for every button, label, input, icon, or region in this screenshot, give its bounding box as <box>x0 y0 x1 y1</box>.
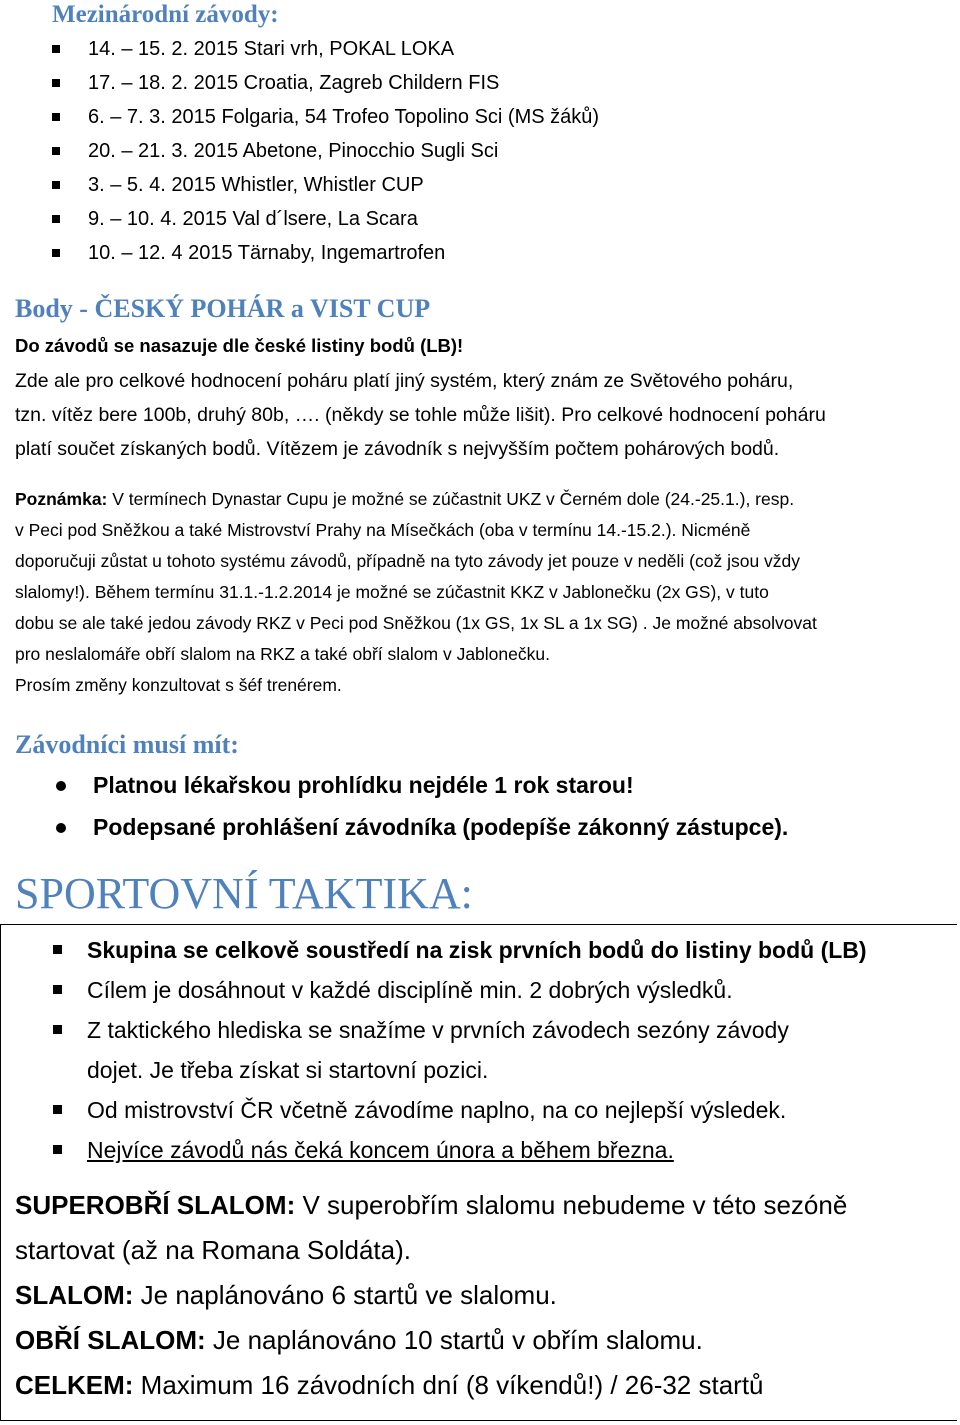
list-item: Cílem je dosáhnout v každé disciplíně min. 2 dobrých výsledků. <box>50 970 867 1010</box>
tactics-list <box>50 930 867 1170</box>
summary-line-slalom <box>15 1273 950 1318</box>
paragraph-line <box>15 484 950 515</box>
slalom-label: SLALOM: <box>15 1280 134 1310</box>
paragraph-line: doporučuji zůstat u tohoto systému závodů, případně na tyto závody jet pouze v neděli (což jsou vždy <box>15 551 801 571</box>
paragraph-line: slalomy!). Během termínu 31.1.-1.2.2014 je možné se zúčastnit KKZ v Jablonečku (2x GS), v tuto <box>15 582 769 602</box>
discipline-summary <box>15 1183 950 1408</box>
list-item: 14. – 15. 2. 2015 Stari vrh, POKAL LOKA <box>52 32 599 66</box>
summary-line-total <box>15 1363 950 1408</box>
requirements-heading: Závodníci musí mít: <box>15 730 239 759</box>
list-item: 9. – 10. 4. 2015 Val d´lsere, La Scara <box>52 202 599 236</box>
summary-line-superg <box>15 1183 950 1228</box>
list-item: Od mistrovství ČR včetně závodíme naplno, na co nejlepší výsledek. <box>50 1090 867 1130</box>
note-label: Poznámka: <box>15 489 108 509</box>
gs-text: Je naplánováno 10 startů v obřím slalomu. <box>205 1325 703 1355</box>
points-heading: Body - ČESKÝ POHÁR a VIST CUP <box>15 294 431 323</box>
requirements-list <box>56 766 788 850</box>
list-item <box>50 1130 867 1170</box>
total-label: CELKEM: <box>15 1370 134 1400</box>
superg-text: V superobřím slalomu nebudeme v této sezóně <box>295 1190 848 1220</box>
list-item: Podepsané prohlášení závodníka (podepíše zákonný zástupce). <box>56 808 788 850</box>
total-text: Maximum 16 závodních dní (8 víkendů!) / 26-32 startů <box>133 1370 764 1400</box>
points-paragraph <box>15 364 950 466</box>
note-paragraph <box>15 484 950 701</box>
superg-label: SUPEROBŘÍ SLALOM: <box>15 1190 296 1220</box>
underlined-text: Nejvíce závodů nás čeká koncem února a během března. <box>87 1137 674 1163</box>
list-item: 10. – 12. 4 2015 Tärnaby, Ingemartrofen <box>52 236 599 270</box>
tactics-heading: SPORTOVNÍ TAKTIKA: <box>15 869 473 918</box>
list-item: 6. – 7. 3. 2015 Folgaria, 54 Trofeo Topolino Sci (MS žáků) <box>52 100 599 134</box>
list-item: Platnou lékařskou prohlídku nejdéle 1 rok starou! <box>56 766 788 808</box>
paragraph-line: v Peci pod Sněžkou a také Mistrovství Prahy na Mísečkách (oba v termínu 14.-15.2.). Nicméně <box>15 520 751 540</box>
paragraph-line: Prosím změny konzultovat s šéf trenérem. <box>15 675 342 695</box>
paragraph-line: dobu se ale také jedou závody RKZ v Peci pod Sněžkou (1x GS, 1x SL a 1x SG) . Je možné absolvovat <box>15 613 817 633</box>
list-item: 17. – 18. 2. 2015 Croatia, Zagreb Childern FIS <box>52 66 599 100</box>
list-item: Z taktického hlediska se snažíme v prvních závodech sezóny závody <box>50 1010 867 1050</box>
list-item: 3. – 5. 4. 2015 Whistler, Whistler CUP <box>52 168 599 202</box>
gs-label: OBŘÍ SLALOM: <box>15 1325 206 1355</box>
list-item-continuation: dojet. Je třeba získat si startovní pozici. <box>87 1057 489 1083</box>
note-text: V termínech Dynastar Cupu je možné se zúčastnit UKZ v Černém dole (24.-25.1.), resp. <box>112 489 795 509</box>
international-race-list <box>52 32 599 270</box>
summary-line-superg-cont: startovat (až na Romana Soldáta). <box>15 1235 411 1265</box>
points-bold-note: Do závodů se nasazuje dle české listiny bodů (LB)! <box>15 335 464 356</box>
paragraph-line: platí součet získaných bodů. Vítězem je závodník s nejvyšším počtem pohárových bodů. <box>15 438 780 460</box>
paragraph-line: tzn. vítěz bere 100b, druhý 80b, …. (někdy se tohle může lišit). Pro celkové hodnocení poháru <box>15 404 826 426</box>
slalom-text: Je naplánováno 6 startů ve slalomu. <box>133 1280 557 1310</box>
paragraph-line: Zde ale pro celkové hodnocení poháru platí jiný systém, který znám ze Světového poháru, <box>15 370 794 392</box>
paragraph-line: pro neslalomáře obří slalom na RKZ a také obří slalom v Jablonečku. <box>15 644 550 664</box>
summary-line-gs <box>15 1318 950 1363</box>
list-item: Skupina se celkově soustředí na zisk prvních bodů do listiny bodů (LB) <box>50 930 867 970</box>
list-item: 20. – 21. 3. 2015 Abetone, Pinocchio Sugli Sci <box>52 134 599 168</box>
international-heading: Mezinárodní závody: <box>52 1 279 28</box>
